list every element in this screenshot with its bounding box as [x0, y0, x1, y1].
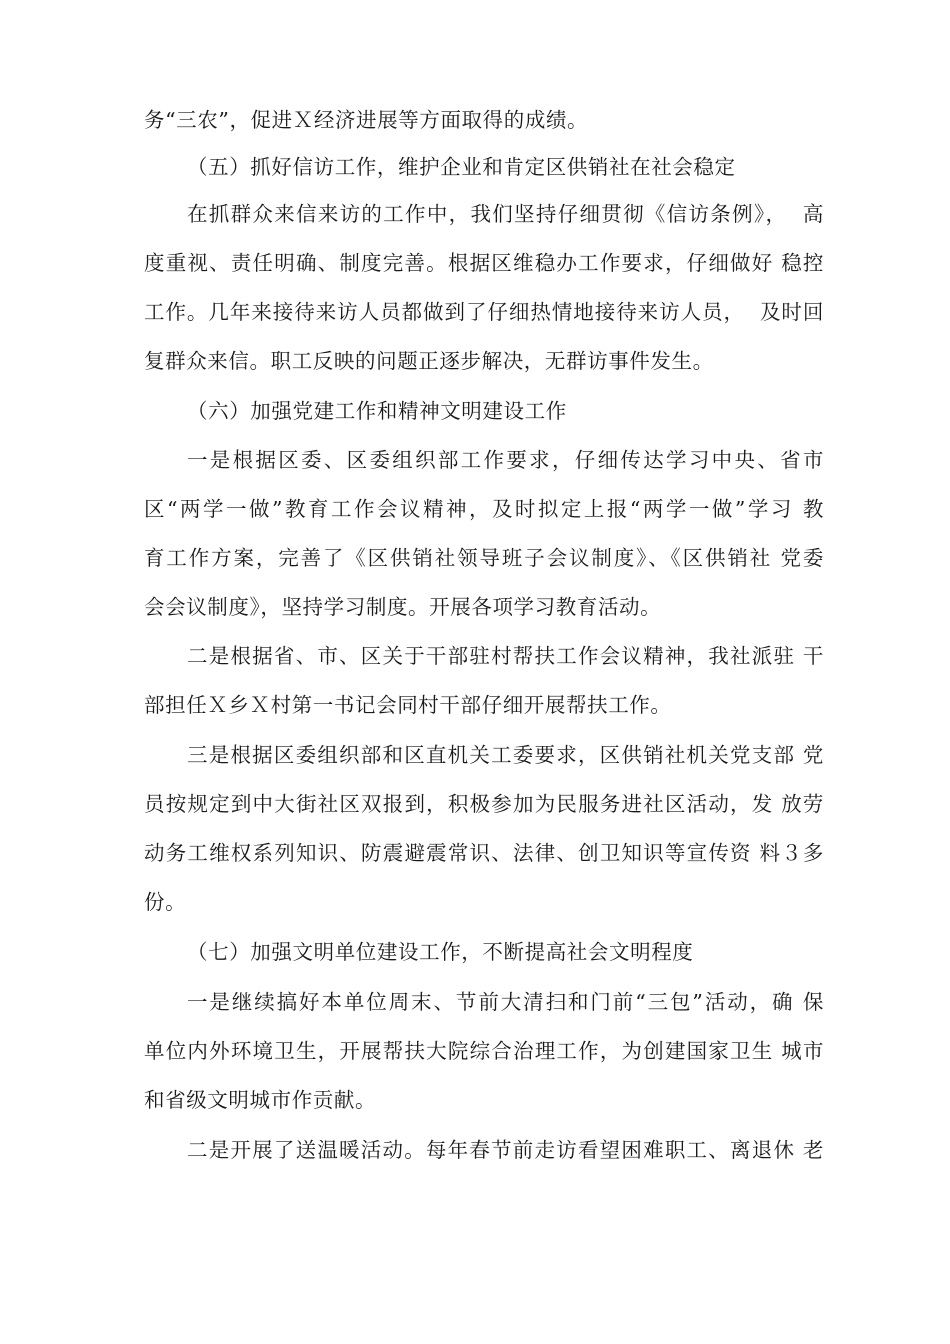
text-line: 二是根据省、市、区关于干部驻村帮扶工作会议精神，我社派驻 干	[187, 644, 824, 668]
text-line: 在抓群众来信来访的工作中，我们坚持仔细贯彻《信访条例》， 高	[187, 202, 824, 226]
text-line: 一是继续搞好本单位周末、节前大清扫和门前“三包”活动，确 保	[187, 990, 824, 1014]
text-line: 单位内外环境卫生，开展帮扶大院综合治理工作，为创建国家卫生 城市	[144, 1039, 824, 1063]
text-line: 会会议制度》，坚持学习制度。开展各项学习教育活动。	[144, 595, 662, 619]
text-line: 三是根据区委组织部和区直机关工委要求，区供销社机关党支部 党	[187, 743, 824, 767]
text-line: 育工作方案，完善了《区供销社领导班子会议制度》、《区供销社 党委	[144, 546, 824, 570]
text-line: 务“三农”，促进Ｘ经济进展等方面取得的成绩。	[144, 108, 589, 132]
text-line: 区“两学一做”教育工作会议精神，及时拟定上报“两学一做”学习 教	[144, 497, 824, 521]
text-line: 员按规定到中大街社区双报到，积极参加为民服务进社区活动，发 放劳	[144, 792, 824, 816]
text-line: 二是开展了送温暖活动。每年春节前走访看望困难职工、离退休 老	[187, 1138, 824, 1162]
text-line: 度重视、责任明确、制度完善。根据区维稳办工作要求，仔细做好 稳控	[144, 251, 824, 275]
section-heading-7: （七）加强文明单位建设工作，不断提高社会文明程度	[187, 940, 694, 964]
text-line: 复群众来信。职工反映的问题正逐步解决，无群访事件发生。	[144, 349, 714, 373]
section-heading-5: （五）抓好信访工作，维护企业和肯定区供销社在社会稳定	[187, 155, 736, 179]
text-line: 动务工维权系列知识、防震避震常识、法律、创卫知识等宣传资 料３多	[144, 841, 824, 865]
text-line: 部担任Ｘ乡Ｘ村第一书记会同村干部仔细开展帮扶工作。	[144, 693, 672, 717]
text-line: 和省级文明城市作贡献。	[144, 1088, 377, 1112]
text-line: 一是根据区委、区委组织部工作要求，仔细传达学习中央、省市	[187, 448, 824, 472]
text-line: 工作。几年来接待来访人员都做到了仔细热情地接待来访人员， 及时回	[144, 300, 824, 324]
section-heading-6: （六）加强党建工作和精神文明建设工作	[187, 399, 567, 423]
text-line: 份。	[144, 890, 187, 914]
